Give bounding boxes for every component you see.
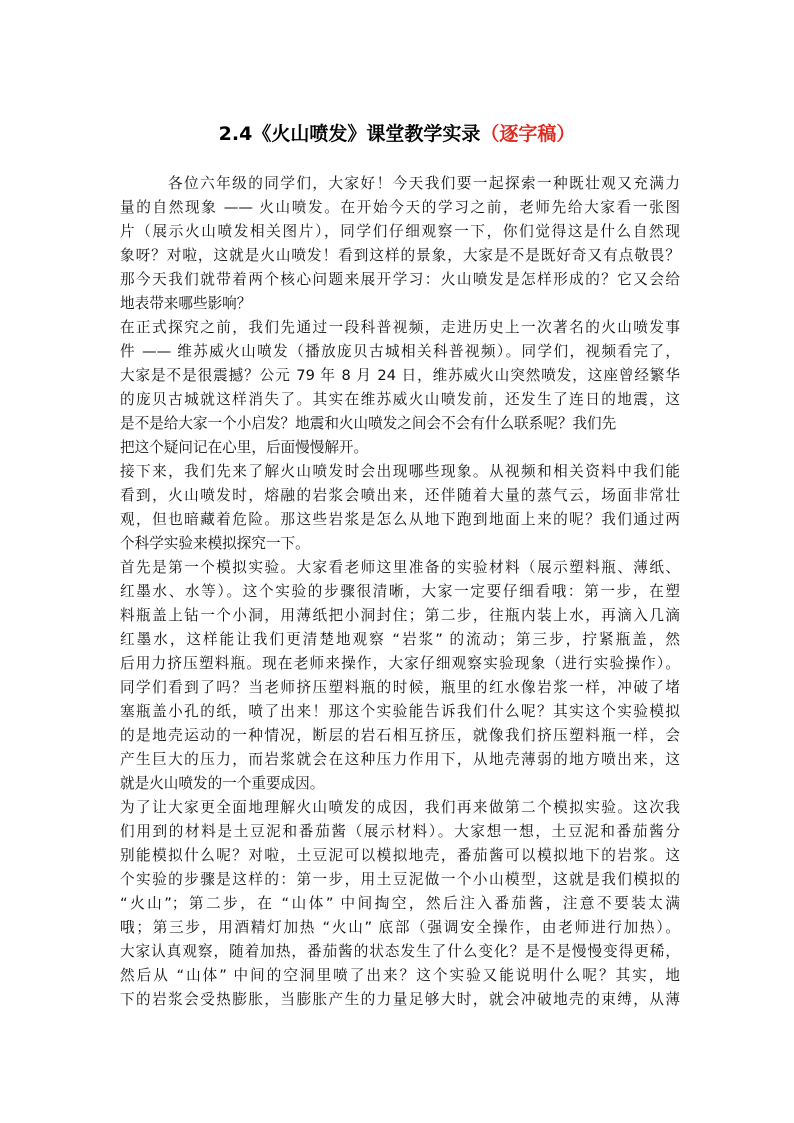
text-line: 同学们看到了吗？当老师挤压塑料瓶的时候，瓶里的红水像岩浆一样，冲破了堵 xyxy=(120,679,680,696)
text-line: 的庞贝古城就这样消失了。其实在维苏威火山喷发前，还发生了连日的地震，这 xyxy=(120,391,680,408)
text-line: 接下来，我们先来了解火山喷发时会出现哪些现象。从视频和相关资料中我们能 xyxy=(120,463,680,480)
text-line: 首先是第一个模拟实验。大家看老师这里准备的实验材料（展示塑料瓶、薄纸、 xyxy=(120,559,680,576)
body-text xyxy=(120,172,680,1012)
text-line: 为了让大家更全面地理解火山喷发的成因，我们再来做第二个模拟实验。这次我 xyxy=(120,799,680,816)
text-line: 料瓶盖上钻一个小洞，用薄纸把小洞封住；第二步，往瓶内装上水，再滴入几滴 xyxy=(120,607,680,624)
text-line: 象呀？对啦，这就是火山喷发！看到这样的景象，大家是不是既好奇又有点敬畏？ xyxy=(120,247,680,264)
text-line: 地表带来哪些影响？ xyxy=(120,295,252,312)
text-line: 大家认真观察，随着加热，番茄酱的状态发生了什么变化？是不是慢慢变得更稀， xyxy=(120,943,680,960)
text-line: 下的岩浆会受热膨胀，当膨胀产生的力量足够大时，就会冲破地壳的束缚，从薄 xyxy=(120,991,680,1008)
text-line: 的是地壳运动的一种情况，断层的岩石相互挤压，就像我们挤压塑料瓶一样，会 xyxy=(120,727,680,744)
title-suffix: （逐字稿） xyxy=(480,123,576,145)
text-line: 个实验的步骤是这样的：第一步，用土豆泥做一个小山模型，这就是我们模拟的 xyxy=(120,871,680,888)
text-line: “火山”；第二步，在 “山体” 中间掏空，然后注入番茄酱，注意不要装太满 xyxy=(120,895,680,912)
text-line: 是不是给大家一个小启发？地震和火山喷发之间会不会有什么联系呢？我们先 xyxy=(120,415,617,432)
text-line: 后用力挤压塑料瓶。现在老师来操作，大家仔细观察实验现象（进行实验操作）。 xyxy=(120,655,680,672)
text-line: 就是火山喷发的一个重要成因。 xyxy=(120,775,325,792)
text-line: 那今天我们就带着两个核心问题来展开学习：火山喷发是怎样形成的？它又会给 xyxy=(120,271,680,288)
text-line: 在正式探究之前，我们先通过一段科普视频，走进历史上一次著名的火山喷发事 xyxy=(120,319,680,336)
text-line: 然后从 “山体” 中间的空洞里喷了出来？这个实验又能说明什么呢？其实，地 xyxy=(120,967,680,984)
text-line: 塞瓶盖小孔的纸，喷了出来！那这个实验能告诉我们什么呢？其实这个实验模拟 xyxy=(120,703,680,720)
text-line: 红墨水，这样能让我们更清楚地观察 “岩浆” 的流动；第三步，拧紧瓶盖，然 xyxy=(120,631,680,648)
title-main: 2.4《火山喷发》课堂教学实录 xyxy=(218,123,481,145)
text-line: 观，但也暗藏着危险。那这些岩浆是怎么从地下跑到地面上来的呢？我们通过两 xyxy=(120,511,680,528)
text-line: 别能模拟什么呢？对啦，土豆泥可以模拟地壳，番茄酱可以模拟地下的岩浆。这 xyxy=(120,847,680,864)
text-line: 量的自然现象 —— 火山喷发。在开始今天的学习之前，老师先给大家看一张图 xyxy=(120,199,680,216)
text-line: 件 —— 维苏威火山喷发（播放庞贝古城相关科普视频）。同学们，视频看完了， xyxy=(120,343,680,360)
text-line: 个科学实验来模拟探究一下。 xyxy=(120,535,310,552)
page-title xyxy=(0,120,794,148)
text-line: 大家是不是很震撼？公元 79 年 8 月 24 日，维苏威火山突然喷发，这座曾经繁华 xyxy=(120,367,680,384)
text-line: 各位六年级的同学们，大家好！今天我们要一起探索一种既壮观又充满力 xyxy=(168,175,680,192)
text-line: 们用到的材料是土豆泥和番茄酱（展示材料）。大家想一想，土豆泥和番茄酱分 xyxy=(120,823,680,840)
text-line: 看到，火山喷发时，熔融的岩浆会喷出来，还伴随着大量的蒸气云，场面非常壮 xyxy=(120,487,680,504)
text-line: 把这个疑问记在心里，后面慢慢解开。 xyxy=(120,439,369,456)
text-line: 红墨水、水等）。这个实验的步骤很清晰，大家一定要仔细看哦：第一步，在塑 xyxy=(120,583,680,600)
text-line: 产生巨大的压力，而岩浆就会在这种压力作用下，从地壳薄弱的地方喷出来，这 xyxy=(120,751,680,768)
text-line: 片（展示火山喷发相关图片），同学们仔细观察一下，你们觉得这是什么自然现 xyxy=(120,223,680,240)
text-line: 哦；第三步，用酒精灯加热 “火山” 底部（强调安全操作，由老师进行加热）。 xyxy=(120,919,680,936)
